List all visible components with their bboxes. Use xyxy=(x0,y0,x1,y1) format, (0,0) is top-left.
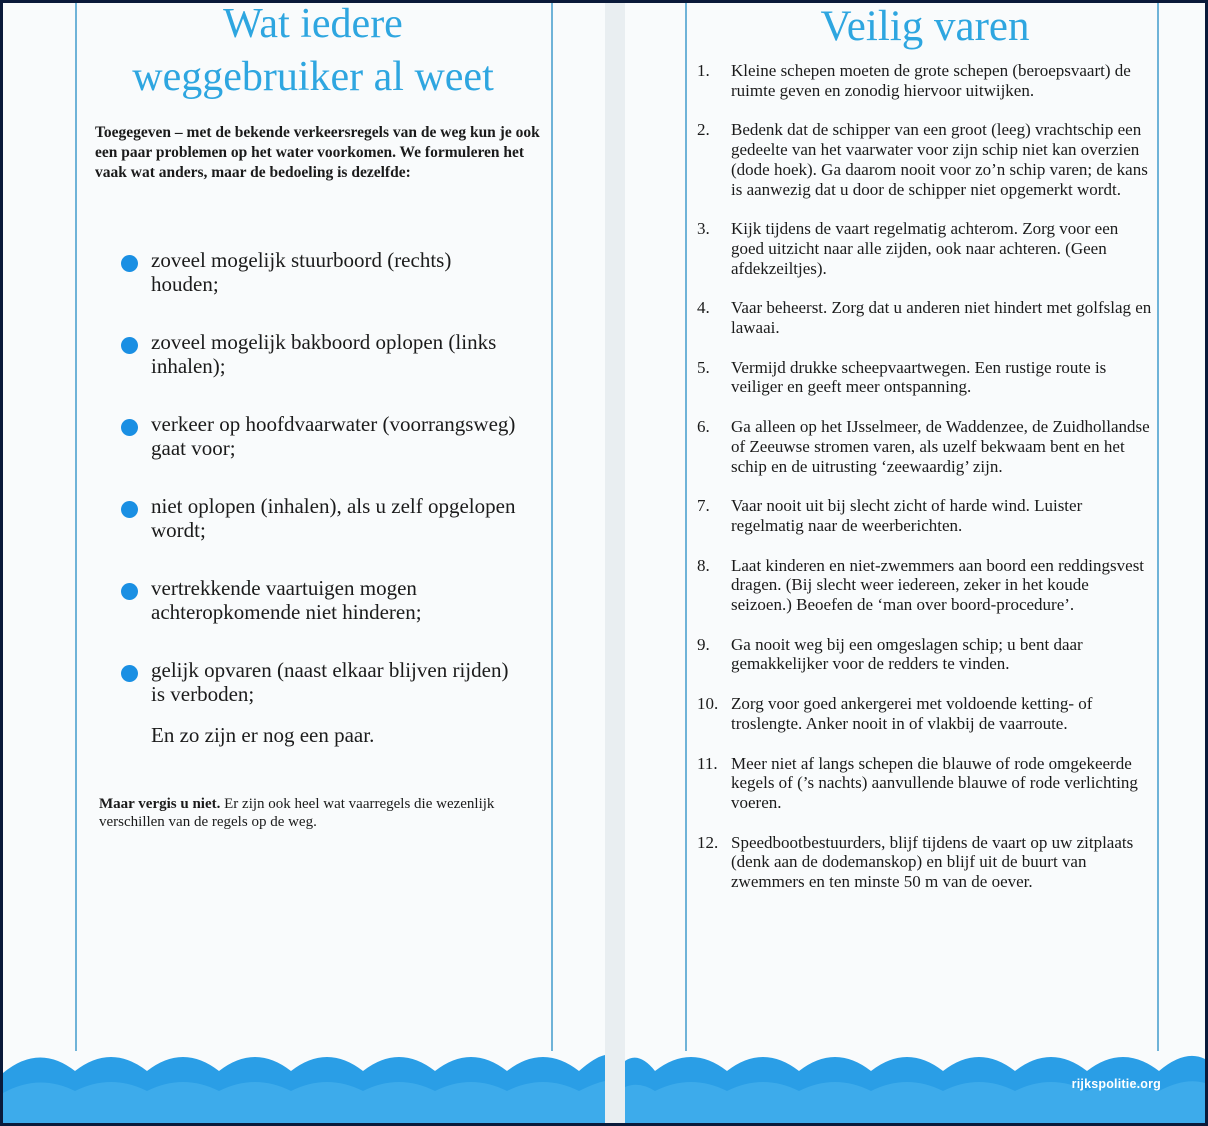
rule-number: 11. xyxy=(697,753,718,773)
list-item xyxy=(697,754,1152,813)
right-page xyxy=(625,3,1205,1123)
water-waves-left xyxy=(3,1043,605,1123)
rule-number: 1. xyxy=(697,61,710,80)
right-margin-line xyxy=(551,3,553,1051)
list-item xyxy=(697,298,1152,337)
bullet-dot-icon xyxy=(121,501,138,518)
note-paragraph xyxy=(99,795,539,831)
bullet-text: gelijk opvaren (naast elkaar blijven rijden) is verboden; xyxy=(151,658,509,706)
rule-text: Speedbootbestuurders, blijf tijdens de vaart op uw zitplaats (denk aan de dodemanskop) en blijf uit de buurt van zwemmers en ten minste 50 m van de oever. xyxy=(731,832,1134,892)
rule-text: Vaar nooit uit bij slecht zicht of harde wind. Luister regelmatig naar de weerberichten. xyxy=(731,496,1083,535)
rule-text: Zorg voor goed ankergerei met voldoende ketting- of troslengte. Anker nooit in of vlakbij de vaarroute. xyxy=(731,694,1093,733)
rule-number: 3. xyxy=(697,219,710,239)
list-item xyxy=(121,330,521,378)
list-item xyxy=(697,417,1152,476)
brochure-spread xyxy=(3,3,1205,1123)
list-item xyxy=(697,219,1152,278)
rule-number: 8. xyxy=(697,555,710,575)
rule-text: Kleine schepen moeten de grote schepen (beroepsvaart) de ruimte geven en zonodig hiervoor uitwijken. xyxy=(731,61,1131,100)
rule-text: Laat kinderen en niet-zwemmers aan boord een reddingsvest dragen. (Bij slecht weer iedereen, zeker in het koude seizoen.) Beoefen de ‘man over boord-procedure’. xyxy=(731,555,1145,615)
left-title-line2: weggebruiker al weet xyxy=(132,54,494,100)
bullet-text: niet oplopen (inhalen), als u zelf opgelopen wordt; xyxy=(151,494,516,542)
left-margin-line xyxy=(685,3,687,1051)
rule-number: 7. xyxy=(697,496,710,516)
rule-number: 4. xyxy=(697,298,710,318)
rule-text: Ga nooit weg bij een omgeslagen schip; u bent daar gemakkelijker voor de redders te vinden. xyxy=(731,634,1083,674)
intro-paragraph: Toegegeven – met de bekende verkeersregels van de weg kun je ook een paar problemen op het water voorkomen. We formuleren het vaak wat anders, maar de bedoeling is dezelfde: xyxy=(95,124,540,181)
note-bold: Maar vergis u niet. xyxy=(99,796,221,812)
rule-text: Vermijd drukke scheepvaartwegen. Een rustige route is veiliger en geeft meer ontspanning. xyxy=(731,357,1107,397)
rule-text: Ga alleen op het IJsselmeer, de Waddenzee, de Zuidhollandse of Zeeuwse stromen varen, als uzelf bekwaam bent en het schip en de uitrusting ‘zeewaardig’ zijn. xyxy=(731,417,1150,476)
bullet-dot-icon xyxy=(121,419,138,436)
closing-line: En zo zijn er nog een paar. xyxy=(151,723,375,747)
bullet-text: zoveel mogelijk bakboord oplopen (links inhalen); xyxy=(151,330,497,378)
page-gutter xyxy=(605,3,625,1123)
bullet-text: zoveel mogelijk stuurboord (rechts) houden; xyxy=(151,248,452,296)
bullet-dot-icon xyxy=(121,337,138,354)
bullet-dot-icon xyxy=(121,583,138,600)
left-title-line1: Wat iedere xyxy=(223,3,403,47)
bullet-list xyxy=(121,248,521,706)
bullet-text: verkeer op hoofdvaarwater (voorrangsweg) gaat voor; xyxy=(151,412,516,460)
right-title: Veilig varen xyxy=(820,3,1030,50)
list-item xyxy=(697,496,1152,535)
bullet-dot-icon xyxy=(121,255,138,272)
list-item xyxy=(697,635,1152,674)
rule-number: 6. xyxy=(697,417,710,437)
list-item xyxy=(697,358,1152,397)
rule-number: 2. xyxy=(697,120,710,140)
bullet-dot-icon xyxy=(121,665,138,682)
left-page xyxy=(3,3,605,1123)
list-item xyxy=(121,494,521,542)
list-item xyxy=(697,556,1152,615)
list-item xyxy=(121,248,521,296)
rule-number: 5. xyxy=(697,357,710,377)
safety-rules-list xyxy=(697,61,1152,892)
rule-number: 12. xyxy=(697,832,719,852)
list-item xyxy=(697,694,1152,733)
right-margin-line xyxy=(1157,3,1159,1051)
list-item xyxy=(697,61,1152,100)
left-margin-line xyxy=(75,3,77,1051)
rule-text: Vaar beheerst. Zorg dat u anderen niet hindert met golfslag en lawaai. xyxy=(731,298,1152,338)
rule-number: 10. xyxy=(697,694,719,714)
list-item xyxy=(121,412,521,460)
note-text: Er zijn ook heel wat vaarregels die wezenlijk verschillen van de regels op de weg. xyxy=(99,796,495,830)
rule-text: Meer niet af langs schepen die blauwe of rode omgekeerde kegels of (’s nachts) aanvullende blauwe of rode verlichting voeren. xyxy=(731,753,1138,812)
bullet-text: vertrekkende vaartuigen mogen achteropkomende niet hinderen; xyxy=(151,576,422,624)
source-credit: rijkspolitie.org xyxy=(1071,1077,1161,1091)
list-item xyxy=(697,833,1152,892)
rule-text: Bedenk dat de schipper van een groot (leeg) vrachtschip een gedeelte van het vaarwater voor zijn schip niet kan overzien (dode hoek). Ga daarom nooit voor zo’n schip varen; de kans is aanwezig dat u door de schipper niet opgemerkt wordt. xyxy=(731,120,1148,199)
rule-text: Kijk tijdens de vaart regelmatig achterom. Zorg voor een goed uitzicht naar alle zijden, ook naar achteren. (Geen afdekzeiltjes). xyxy=(731,219,1119,278)
list-item xyxy=(697,120,1152,199)
list-item xyxy=(121,658,521,706)
list-item xyxy=(121,576,521,624)
rule-number: 9. xyxy=(697,634,710,654)
